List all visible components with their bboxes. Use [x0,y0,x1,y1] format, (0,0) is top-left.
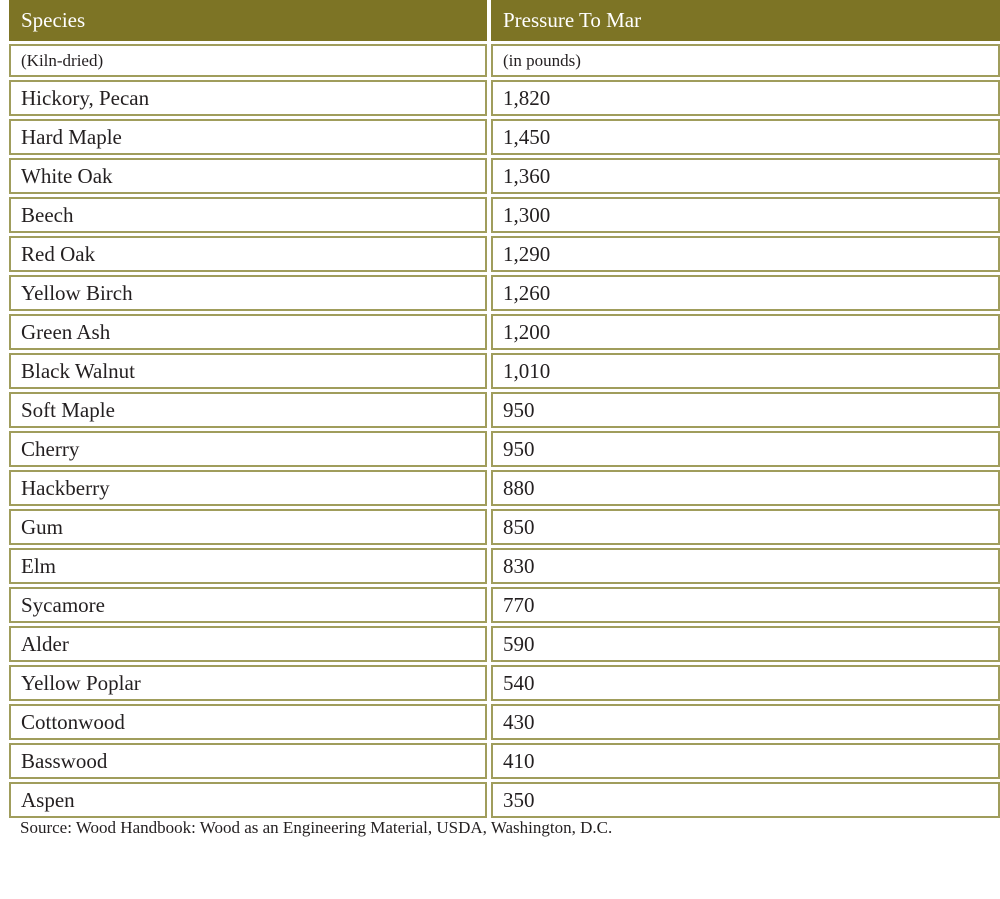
pressure-cell: 590 [491,626,1000,662]
pressure-cell: 1,300 [491,197,1000,233]
table-row [9,548,1000,587]
table-row [9,236,1000,275]
table-row [9,470,1000,509]
pressure-cell: 1,450 [491,119,1000,155]
pressure-cell: 1,260 [491,275,1000,311]
pressure-cell: 1,360 [491,158,1000,194]
table-row [9,587,1000,626]
table-row [9,80,1000,119]
species-cell: Yellow Poplar [9,665,487,701]
pressure-cell: 950 [491,392,1000,428]
header-species: Species [9,0,487,41]
species-cell: Beech [9,197,487,233]
pressure-cell: 350 [491,782,1000,818]
species-cell: Sycamore [9,587,487,623]
units-pressure: (in pounds) [491,44,1000,77]
table-row [9,392,1000,431]
pressure-cell: 880 [491,470,1000,506]
table-row [9,275,1000,314]
pressure-cell: 1,200 [491,314,1000,350]
pressure-cell: 1,820 [491,80,1000,116]
species-cell: Aspen [9,782,487,818]
pressure-cell: 770 [491,587,1000,623]
species-cell: Cottonwood [9,704,487,740]
table-row [9,353,1000,392]
pressure-cell: 430 [491,704,1000,740]
species-cell: Red Oak [9,236,487,272]
table-header-row [9,0,1000,44]
pressure-cell: 1,010 [491,353,1000,389]
table-body [9,80,1000,821]
table-row [9,509,1000,548]
species-cell: Basswood [9,743,487,779]
table-row [9,704,1000,743]
table-row [9,743,1000,782]
pressure-cell: 410 [491,743,1000,779]
table-units-row [9,44,1000,80]
table-row [9,158,1000,197]
table-row [9,119,1000,158]
table-row [9,665,1000,704]
hardness-table [9,0,1000,821]
species-cell: Black Walnut [9,353,487,389]
header-pressure-to-mar: Pressure To Mar [491,0,1000,41]
species-cell: Cherry [9,431,487,467]
pressure-cell: 540 [491,665,1000,701]
species-cell: Hickory, Pecan [9,80,487,116]
table-row [9,314,1000,353]
species-cell: Hard Maple [9,119,487,155]
species-cell: Hackberry [9,470,487,506]
species-cell: Gum [9,509,487,545]
species-cell: Soft Maple [9,392,487,428]
species-cell: Alder [9,626,487,662]
pressure-cell: 950 [491,431,1000,467]
species-cell: Green Ash [9,314,487,350]
species-cell: Elm [9,548,487,584]
species-cell: White Oak [9,158,487,194]
pressure-cell: 850 [491,509,1000,545]
pressure-cell: 1,290 [491,236,1000,272]
table-row [9,431,1000,470]
pressure-cell: 830 [491,548,1000,584]
table-row [9,782,1000,821]
table-row [9,626,1000,665]
units-species: (Kiln-dried) [9,44,487,77]
species-cell: Yellow Birch [9,275,487,311]
table-row [9,197,1000,236]
source-note: Source: Wood Handbook: Wood as an Engineering Material, USDA, Washington, D.C. [20,818,613,837]
